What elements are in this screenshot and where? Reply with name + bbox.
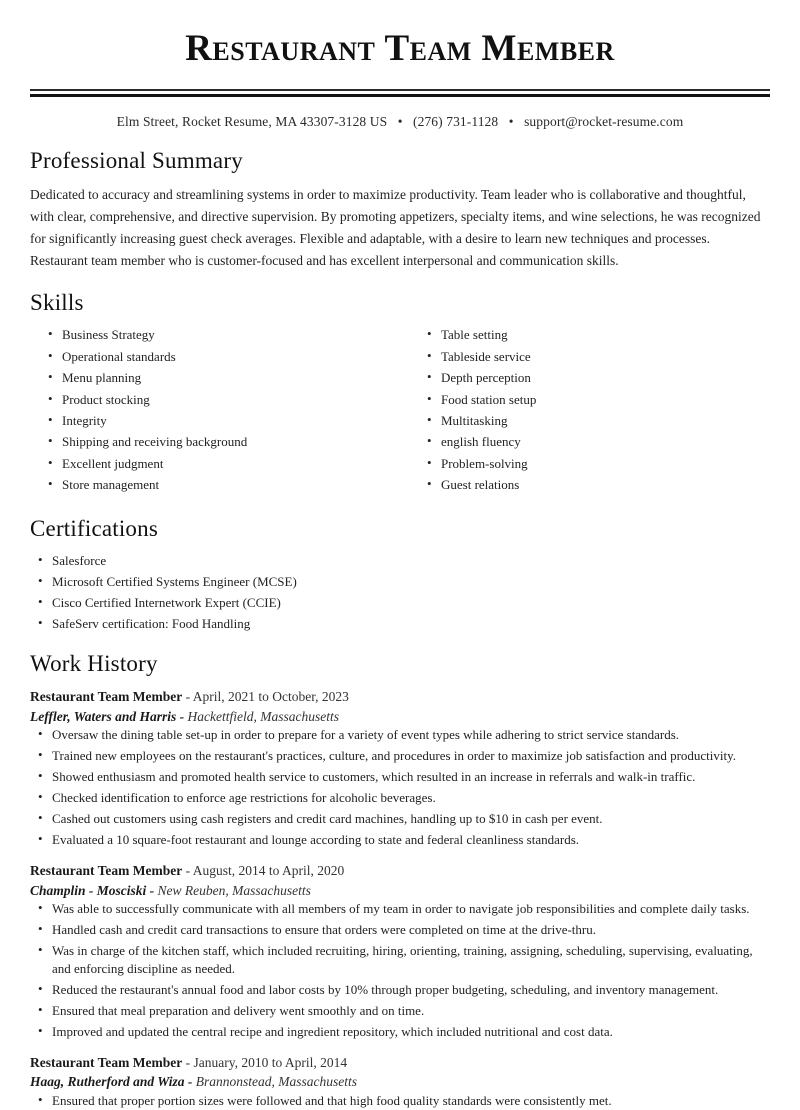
contact-phone: (276) 731-1128 — [413, 114, 499, 129]
contact-separator-2: • — [508, 114, 514, 129]
list-item: • Evaluated a 10 square-foot restaurant and lounge according to state and federal cleanliness standards. — [30, 831, 770, 849]
summary-text: Dedicated to accuracy and streamlining systems in order to maximize productivity. Team leader who is collaborative and thoughtful, with clear, comprehensive, and directive supervision. By promoting appetizers, specialty items, and wine selections, he was recognized for significantly increasing guest check averages. Flexible and adaptable, with a desire to learn new techniques and processes. Restaurant team member who is customer-focused and has excellent interpersonal and communication skills. — [30, 187, 761, 269]
job-dash: - — [185, 862, 191, 878]
job-title-line — [30, 861, 770, 881]
list-item: • Cisco Certified Internetwork Expert (CCIE) — [30, 594, 770, 612]
list-item: • Was able to successfully communicate with all members of my team in order to navigate job responsibilities and complete daily tasks. — [30, 900, 770, 918]
work-history-entry — [30, 861, 770, 1041]
job-title: Restaurant Team Member — [30, 862, 183, 878]
job-company-line — [30, 881, 770, 901]
skills-column-left — [40, 326, 405, 497]
list-item: • Ensured that meal preparation and delivery went smoothly and on time. — [30, 1002, 770, 1020]
list-item: • Multitasking — [419, 412, 770, 429]
list-item: • Business Strategy — [40, 326, 405, 343]
list-item: • SafeServ certification: Food Handling — [30, 615, 770, 633]
list-item: • Guest relations — [419, 476, 770, 493]
list-item: • Store management — [40, 476, 405, 493]
section-work-history — [30, 651, 770, 1110]
job-dates: April, 2021 to October, 2023 — [192, 689, 349, 705]
header-divider — [30, 89, 770, 97]
list-item: • Problem-solving — [419, 455, 770, 472]
contact-separator-1: • — [397, 114, 403, 129]
list-item: • Checked identification to enforce age restrictions for alcoholic beverages. — [30, 789, 770, 807]
list-item: • english fluency — [419, 433, 770, 450]
job-bullets-list — [30, 726, 770, 849]
skills-column-right — [405, 326, 770, 497]
list-item: • Handled cash and credit card transactions to ensure that orders were completed on time at the drive-thru. — [30, 921, 770, 939]
list-item: • Trained new employees on the restaurant's practices, culture, and procedures in order to maximize job satisfaction and productivity. — [30, 747, 770, 765]
list-item: • Depth perception — [419, 369, 770, 386]
list-item: • Shipping and receiving background — [40, 433, 405, 450]
list-item: • Table setting — [419, 326, 770, 343]
skills-columns — [40, 326, 770, 497]
list-item: • Operational standards — [40, 348, 405, 365]
job-title-line — [30, 1053, 770, 1073]
section-heading-certifications: Certifications — [30, 515, 158, 541]
section-heading-work-history: Work History — [30, 650, 158, 676]
section-professional-summary — [30, 148, 770, 272]
job-company: Champlin - Mosciski — [30, 882, 147, 898]
list-item: • Tableside service — [419, 348, 770, 365]
list-item: • Excellent judgment — [40, 455, 405, 472]
job-dash: - — [185, 1054, 191, 1070]
job-bullets-list — [30, 900, 770, 1041]
list-item: • Ensured that proper portion sizes were followed and that high food quality standards were consistently met. — [30, 1092, 770, 1110]
job-dates: August, 2014 to April, 2020 — [192, 862, 345, 878]
skills-list-left — [40, 326, 405, 493]
work-history-entry — [30, 1053, 770, 1110]
section-heading-skills: Skills — [30, 289, 84, 315]
page-title: Restaurant Team Member — [185, 28, 615, 69]
list-item: • Was in charge of the kitchen staff, which included recruiting, hiring, orienting, training, assigning, scheduling, supervising, evaluating, and enforcing discipline as needed. — [30, 942, 770, 978]
job-dash: - — [187, 1074, 193, 1090]
job-title: Restaurant Team Member — [30, 1054, 183, 1070]
list-item: • Reduced the restaurant's annual food and labor costs by 10% through proper budgeting, scheduling, and inventory management. — [30, 981, 770, 999]
job-location: Brannonstead, Massachusetts — [195, 1074, 358, 1090]
job-company: Leffler, Waters and Harris — [30, 708, 177, 724]
section-skills — [30, 290, 770, 498]
list-item: • Microsoft Certified Systems Engineer (MCSE) — [30, 573, 770, 591]
list-item: • Product stocking — [40, 391, 405, 408]
list-item: • Food station setup — [419, 391, 770, 408]
divider-rule-bottom — [30, 94, 770, 97]
job-location: Hackettfield, Massachusetts — [187, 708, 339, 724]
job-dash: - — [149, 882, 155, 898]
job-company-line — [30, 707, 770, 727]
list-item: • Salesforce — [30, 552, 770, 570]
job-dash: - — [179, 708, 185, 724]
job-title: Restaurant Team Member — [30, 689, 183, 705]
contact-address: Elm Street, Rocket Resume, MA 43307-3128 US — [116, 114, 388, 129]
job-title-line — [30, 687, 770, 707]
list-item: • Menu planning — [40, 369, 405, 386]
list-item: • Oversaw the dining table set-up in order to prepare for a variety of event types while adhering to strict service standards. — [30, 726, 770, 744]
section-heading-summary: Professional Summary — [30, 148, 243, 173]
list-item: • Cashed out customers using cash registers and credit card machines, handling up to $10 in cash per event. — [30, 810, 770, 828]
job-dash: - — [185, 689, 191, 705]
skills-list-right — [419, 326, 770, 493]
contact-line — [30, 114, 770, 130]
job-company: Haag, Rutherford and Wiza — [30, 1074, 185, 1090]
job-bullets-list — [30, 1092, 770, 1110]
job-company-line — [30, 1072, 770, 1092]
list-item: • Improved and updated the central recipe and ingredient repository, which included nutritional and cost data. — [30, 1023, 770, 1041]
list-item: • Showed enthusiasm and promoted health service to customers, which resulted in an increase in referrals and walk-in traffic. — [30, 768, 770, 786]
certifications-list — [30, 552, 770, 633]
list-item: • Integrity — [40, 412, 405, 429]
contact-email: support@rocket-resume.com — [524, 114, 684, 129]
job-location: New Reuben, Massachusetts — [157, 882, 311, 898]
work-history-entry — [30, 687, 770, 849]
job-dates: January, 2010 to April, 2014 — [193, 1054, 348, 1070]
section-certifications — [30, 516, 770, 633]
